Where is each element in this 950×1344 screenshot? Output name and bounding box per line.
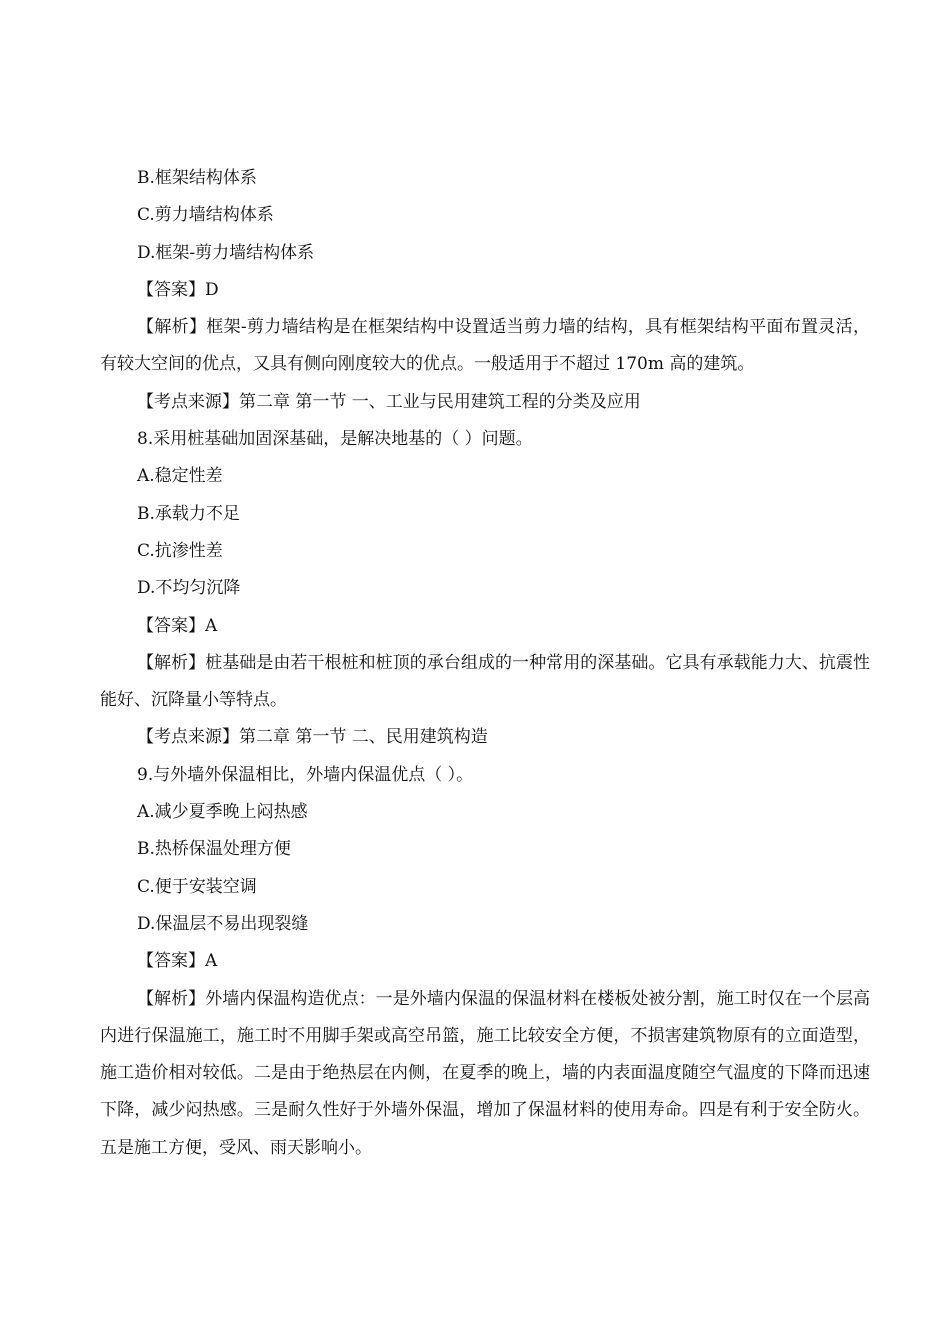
q7-option-b: B.框架结构体系 (137, 168, 257, 188)
q9-question: 9.与外墙外保温相比，外墙内保温优点（ ）。 (137, 764, 474, 785)
q8-analysis: 【解析】桩基础是由若干根桩和桩顶的承台组成的一种常用的深基础。它具有承载能力大、抗震性能好、沉降量小等特点。 (100, 652, 870, 711)
q8-option-c: C.抗渗性差 (137, 540, 223, 561)
q9-analysis: 【解析】外墙内保温构造优点：一是外墙内保温的保温材料在楼板处被分割，施工时仅在一个层高内进行保温施工，施工时不用脚手架或高空吊篮，施工比较安全方便，不损害建筑物原有的立面造型，施工造价相对较低。二是由于绝热层在内侧，在夏季的晚上，墙的内表面温度随空气温度的下降而迅速下降，减少闷热感。三是耐久性好于外墙外保温，增加了保温材料的使用寿命。四是有利于安全防火。五是施工方便，受风、雨天影响小。 (100, 988, 870, 1158)
q8-question: 8.采用桩基础加固深基础，是解决地基的（ ）问题。 (137, 429, 533, 450)
q9-option-b: B.热桥保温处理方便 (137, 839, 291, 860)
exam-content (100, 160, 870, 1167)
q8-answer: 【答案】A (137, 615, 218, 636)
q8-source: 【考点来源】第二章 第一节 二、民用建筑构造 (137, 727, 488, 748)
q8-option-b: B.承载力不足 (137, 503, 240, 524)
q9-option-a: A.减少夏季晚上闷热感 (137, 802, 308, 823)
q9-option-d: D.保温层不易出现裂缝 (137, 913, 309, 934)
q9-answer: 【答案】A (137, 951, 218, 972)
q8-option-a: A.稳定性差 (137, 466, 223, 487)
q7-source: 【考点来源】第二章 第一节 一、工业与民用建筑工程的分类及应用 (137, 391, 641, 412)
q7-option-c: C.剪力墙结构体系 (137, 205, 274, 226)
q7-answer: 【答案】D (137, 279, 219, 300)
q9-option-c: C.便于安装空调 (137, 876, 257, 897)
q8-option-d: D.不均匀沉降 (137, 578, 241, 599)
q7-option-d: D.框架-剪力墙结构体系 (137, 242, 315, 263)
q7-analysis: 【解析】框架-剪力墙结构是在框架结构中设置适当剪力墙的结构，具有框架结构平面布置灵活，有较大空间的优点，又具有侧向刚度较大的优点。一般适用于不超过 170m 高的建筑。 (100, 317, 870, 375)
